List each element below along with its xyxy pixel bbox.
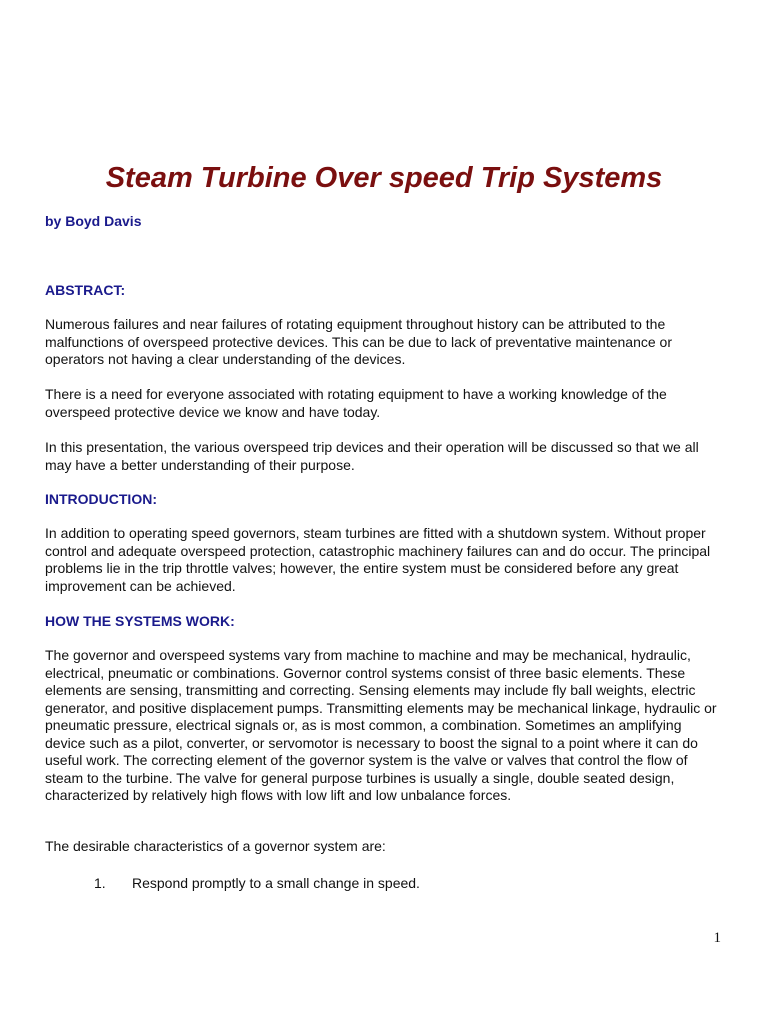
abstract-heading: ABSTRACT: [45, 282, 126, 298]
list-item-text: Respond promptly to a small change in speed. [132, 875, 420, 891]
document-title: Steam Turbine Over speed Trip Systems [105, 162, 663, 194]
author-byline: by Boyd Davis [45, 213, 142, 229]
page-number: 1 [713, 930, 721, 946]
abstract-paragraph-2: There is a need for everyone associated with rotating equipment to have a working knowledge of the overspeed protective device we know and have today. [45, 386, 667, 420]
list-item [94, 874, 420, 892]
abstract-paragraph-3: In this presentation, the various overspeed trip devices and their operation will be discussed so that we all may have a better understanding of their purpose. [45, 439, 699, 473]
abstract-paragraph-1: Numerous failures and near failures of rotating equipment throughout history can be attributed to the malfunctions of overspeed protective devices. This can be due to lack of preventative maintenance or operators not having a clear understanding of the devices. [45, 316, 672, 367]
how-systems-work-heading: HOW THE SYSTEMS WORK: [45, 613, 235, 629]
introduction-heading: INTRODUCTION: [45, 491, 157, 507]
introduction-paragraph-1: In addition to operating speed governors, steam turbines are fitted with a shutdown system. Without proper control and adequate overspeed protection, catastrophic machinery failures can and do occur. The principal problems lie in the trip throttle valves; however, the entire system must be considered before any great improvement can be achieved. [45, 525, 711, 594]
list-item-number: 1. [94, 875, 106, 891]
how-systems-work-paragraph-2: The desirable characteristics of a governor system are: [45, 838, 386, 854]
how-systems-work-paragraph-1: The governor and overspeed systems vary from machine to machine and may be mechanical, hydraulic, electrical, pneumatic or combinations. Governor control systems consist of three basic elements. These elements are sensing, transmitting and correcting. Sensing elements may include fly ball weights, electric generator, and positive displacement pumps. Transmitting elements may be mechanical linkage, hydraulic or pneumatic pressure, electrical signals or, as is most common, a combination. Sometimes an amplifying device such as a pilot, converter, or servomotor is necessary to boost the signal to a point where it can do useful work. The correcting element of the governor system is the valve or valves that control the flow of steam to the turbine. The valve for general purpose turbines is usually a single, double seated design, characterized by relatively high flows with low lift and low unbalance forces. [45, 647, 717, 803]
